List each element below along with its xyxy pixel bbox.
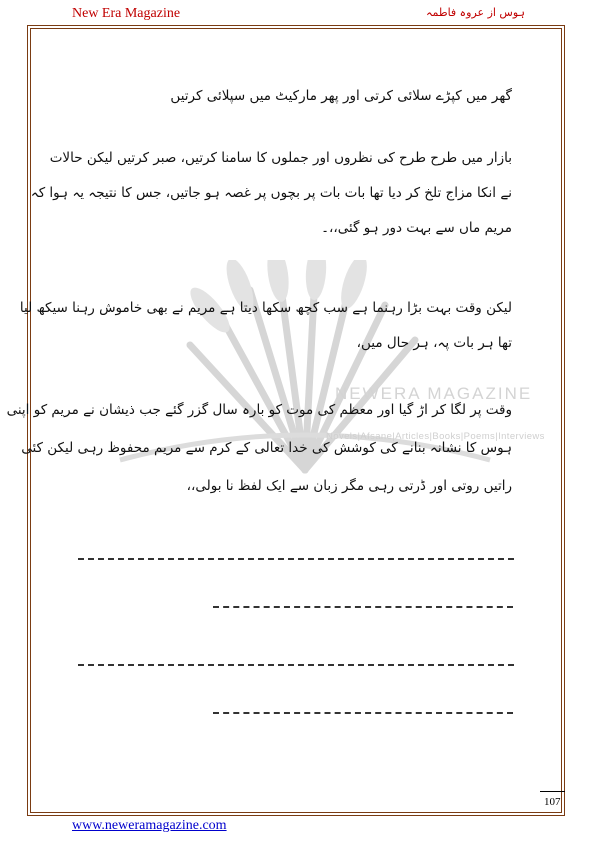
- watermark-subtext: Novels|Afsane|Articles|Books|Poems|Interviews: [326, 431, 545, 442]
- body-line-3: نے انکا مزاج تلخ کر دیا تھا بات بات پر بچوں پر غصہ ہو جاتیں، جس کا نتیجہ یہ ہوا کہ: [30, 185, 512, 201]
- body-line-1: گھر میں کپڑے سلائی کرتی اور پھر مارکیٹ میں سپلائی کرتیں: [170, 88, 512, 104]
- separator-line-1: [78, 558, 514, 560]
- magazine-name: New Era Magazine: [72, 6, 181, 21]
- page-number: 107: [544, 796, 561, 808]
- separator-line-3: [78, 664, 514, 666]
- page-number-rule: [540, 791, 565, 792]
- separator-line-4: [213, 712, 513, 714]
- body-line-7: وقت پر لگا کر اڑ گیا اور معظم کی موت کو بارہ سال گزر گئے جب ذیشان نے مریم کو اپنی: [6, 402, 512, 418]
- body-line-4: مریم ماں سے بہت دور ہو گئی،،۔: [321, 220, 512, 236]
- novel-title: ہوس از عروہ فاطمہ: [426, 6, 525, 19]
- body-line-8: ہوس کا نشانہ بنانے کی کوشش کی خدا تعالی کے کرم سے مریم محفوظ رہی لیکن کئی: [21, 440, 512, 456]
- body-line-5: لیکن وقت بہت بڑا رہنما ہے سب کچھ سکھا دیتا ہے مریم نے بھی خاموش رہنا سیکھ لیا: [19, 300, 512, 316]
- watermark-text: NEWERA MAGAZINE: [335, 384, 533, 403]
- body-line-6: تھا ہر بات پہ، ہر حال میں،: [356, 335, 512, 351]
- body-line-9: راتیں روتی اور ڈرتی رہی مگر زبان سے ایک لفظ نا بولی،،: [186, 478, 512, 494]
- footer-website-link[interactable]: www.neweramagazine.com: [72, 818, 227, 833]
- separator-line-2: [213, 606, 513, 608]
- body-line-2: بازار میں طرح طرح کی نظروں اور جملوں کا سامنا کرتیں، صبر کرتیں لیکن حالات: [49, 150, 512, 166]
